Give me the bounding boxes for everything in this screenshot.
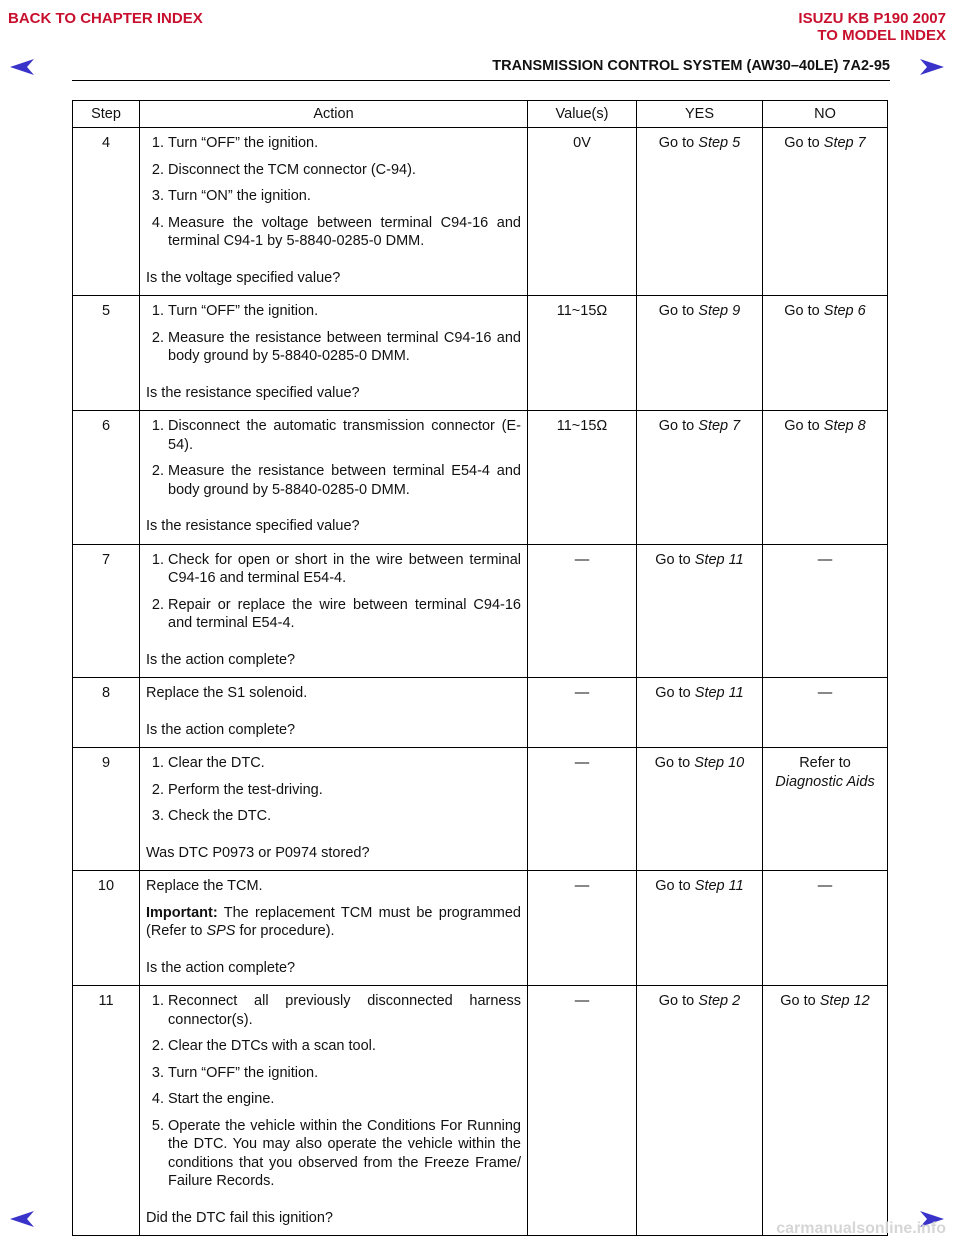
step-number: 4 bbox=[73, 128, 140, 296]
list-item: 4. Start the engine. bbox=[168, 1090, 521, 1109]
no-step-link: Step 8 bbox=[823, 418, 866, 434]
arrow-left-icon[interactable] bbox=[8, 1210, 36, 1228]
yes-cell bbox=[637, 986, 763, 1236]
yes-prefix: Go to bbox=[658, 993, 695, 1009]
step-number: 5 bbox=[73, 296, 140, 411]
watermark: carmanualsonline.info bbox=[776, 1220, 946, 1237]
value-cell: — bbox=[528, 871, 637, 986]
column-header-step: Step bbox=[73, 101, 140, 128]
no-cell: — bbox=[763, 678, 888, 748]
table-row bbox=[73, 544, 888, 678]
yes-prefix: Go to bbox=[655, 878, 691, 894]
yes-cell bbox=[637, 411, 763, 545]
action-question: Is the resistance specified value? bbox=[146, 518, 360, 534]
no-cell bbox=[763, 748, 888, 871]
action-question: Did the DTC fail this ignition? bbox=[146, 1209, 333, 1226]
value-cell: — bbox=[528, 986, 637, 1236]
sps-reference: SPS bbox=[206, 923, 236, 939]
yes-step-link: Step 7 bbox=[698, 418, 741, 434]
list-item: 1. Turn “OFF” the ignition. bbox=[168, 302, 521, 321]
action-question: Is the action complete? bbox=[146, 651, 296, 668]
step-number: 7 bbox=[73, 544, 140, 678]
value-cell: 11~15Ω bbox=[528, 296, 637, 411]
action-cell bbox=[140, 986, 528, 1236]
no-prefix: Go to bbox=[784, 135, 820, 151]
table-row bbox=[73, 296, 888, 411]
list-item: 2. Measure the resistance between terminal E54-4 and body ground by 5-8840-0285-0 DMM. bbox=[168, 462, 521, 499]
action-question: Is the voltage specified value? bbox=[146, 269, 341, 286]
table-header-row bbox=[73, 101, 888, 128]
column-header-no: NO bbox=[763, 101, 888, 128]
yes-step-link: Step 9 bbox=[698, 303, 741, 319]
yes-cell bbox=[637, 678, 763, 748]
list-item: 5. Operate the vehicle within the Conditions For Running the DTC. You may also operate the vehicle within the conditions that you observed from the Freeze Frame/ Failure Records. bbox=[168, 1117, 521, 1191]
yes-step-link: Step 2 bbox=[698, 993, 741, 1009]
table-row bbox=[73, 411, 888, 545]
action-cell bbox=[140, 296, 528, 411]
list-item: 2. Repair or replace the wire between terminal C94-16 and terminal E54-4. bbox=[168, 596, 521, 633]
value-cell: — bbox=[528, 748, 637, 871]
step-number: 9 bbox=[73, 748, 140, 871]
table-row bbox=[73, 871, 888, 986]
value-cell: — bbox=[528, 544, 637, 678]
arrow-left-icon[interactable] bbox=[8, 58, 36, 76]
yes-step-link: Step 11 bbox=[694, 551, 744, 568]
table-row bbox=[73, 678, 888, 748]
model-index-link[interactable] bbox=[798, 10, 946, 44]
no-cell bbox=[763, 411, 888, 545]
list-item: 3. Turn “OFF” the ignition. bbox=[168, 1064, 521, 1083]
list-item: 1. Turn “OFF” the ignition. bbox=[168, 134, 521, 153]
important-tail: for procedure). bbox=[235, 923, 335, 939]
to-model-index-label[interactable]: TO MODEL INDEX bbox=[817, 27, 946, 44]
action-text: Replace the TCM. bbox=[146, 878, 263, 894]
no-prefix: Go to bbox=[780, 993, 816, 1009]
action-cell bbox=[140, 871, 528, 986]
important-note bbox=[146, 904, 521, 941]
yes-cell bbox=[637, 871, 763, 986]
list-item: 2. Disconnect the TCM connector (C-94). bbox=[168, 161, 521, 180]
no-cell bbox=[763, 296, 888, 411]
action-question: Is the action complete? bbox=[146, 721, 296, 738]
list-item: 4. Measure the voltage between terminal C94-16 and terminal C94-1 by 5-8840-0285-0 DMM. bbox=[168, 214, 521, 251]
diagnostic-aids-link: Diagnostic Aids bbox=[775, 773, 875, 790]
yes-cell bbox=[637, 544, 763, 678]
no-prefix: Go to bbox=[784, 418, 820, 434]
yes-cell bbox=[637, 128, 763, 296]
list-item: 2. Clear the DTCs with a scan tool. bbox=[168, 1037, 521, 1056]
no-step-link: Step 12 bbox=[819, 993, 870, 1009]
back-to-chapter-index-link[interactable]: BACK TO CHAPTER INDEX bbox=[8, 10, 203, 27]
step-number: 8 bbox=[73, 678, 140, 748]
step-number: 11 bbox=[73, 986, 140, 1236]
yes-cell bbox=[637, 748, 763, 871]
list-item: 1. Clear the DTC. bbox=[168, 754, 521, 773]
no-cell bbox=[763, 986, 888, 1236]
action-question: Is the resistance specified value? bbox=[146, 384, 360, 401]
action-cell bbox=[140, 678, 528, 748]
action-cell bbox=[140, 411, 528, 545]
list-item: 1. Check for open or short in the wire between terminal C94-16 and terminal E54-4. bbox=[168, 551, 521, 588]
no-prefix: Go to bbox=[784, 303, 820, 319]
no-cell bbox=[763, 128, 888, 296]
list-item: 3. Turn “ON” the ignition. bbox=[168, 187, 521, 206]
action-cell bbox=[140, 748, 528, 871]
value-cell: 0V bbox=[528, 128, 637, 296]
column-header-action: Action bbox=[140, 101, 528, 128]
page-header-title: TRANSMISSION CONTROL SYSTEM (AW30–40LE) 7A2-95 bbox=[492, 58, 890, 74]
yes-prefix: Go to bbox=[655, 685, 691, 701]
column-header-values: Value(s) bbox=[528, 101, 637, 128]
table-row bbox=[73, 986, 888, 1236]
yes-step-link: Step 11 bbox=[694, 685, 744, 701]
list-item: 3. Check the DTC. bbox=[168, 807, 521, 826]
list-item: 2. Perform the test-driving. bbox=[168, 781, 521, 800]
no-prefix: Refer to bbox=[799, 755, 851, 771]
list-item: 1. Reconnect all previously disconnected harness connector(s). bbox=[168, 992, 521, 1029]
yes-prefix: Go to bbox=[658, 418, 695, 434]
list-item: 1. Disconnect the automatic transmission connector (E-54). bbox=[168, 417, 521, 454]
action-text: Replace the S1 solenoid. bbox=[146, 685, 308, 701]
value-cell: — bbox=[528, 678, 637, 748]
yes-step-link: Step 5 bbox=[698, 135, 741, 151]
yes-step-link: Step 10 bbox=[694, 755, 745, 771]
table-row bbox=[73, 748, 888, 871]
arrow-right-icon[interactable] bbox=[918, 58, 946, 76]
yes-step-link: Step 11 bbox=[694, 878, 744, 894]
step-number: 10 bbox=[73, 871, 140, 986]
table-row bbox=[73, 128, 888, 296]
important-text: The replacement TCM must be programmed (Refer to bbox=[146, 904, 521, 939]
important-label: Important: bbox=[146, 904, 218, 921]
manual-title: ISUZU KB P190 2007 bbox=[798, 10, 946, 27]
no-step-link: Step 6 bbox=[823, 303, 866, 319]
action-question: Is the action complete? bbox=[146, 959, 296, 976]
list-item: 2. Measure the resistance between terminal C94-16 and body ground by 5-8840-0285-0 DMM. bbox=[168, 329, 521, 366]
no-cell: — bbox=[763, 544, 888, 678]
header-divider bbox=[72, 80, 890, 81]
yes-prefix: Go to bbox=[658, 303, 695, 319]
yes-prefix: Go to bbox=[654, 755, 691, 771]
no-cell: — bbox=[763, 871, 888, 986]
action-cell bbox=[140, 544, 528, 678]
yes-prefix: Go to bbox=[658, 135, 695, 151]
column-header-yes: YES bbox=[637, 101, 763, 128]
diagnostic-table bbox=[72, 100, 888, 1236]
yes-cell bbox=[637, 296, 763, 411]
no-step-link: Step 7 bbox=[823, 135, 866, 151]
action-question: Was DTC P0973 or P0974 stored? bbox=[146, 844, 370, 861]
action-cell bbox=[140, 128, 528, 296]
step-number: 6 bbox=[73, 411, 140, 545]
value-cell: 11~15Ω bbox=[528, 411, 637, 545]
yes-prefix: Go to bbox=[655, 551, 691, 568]
